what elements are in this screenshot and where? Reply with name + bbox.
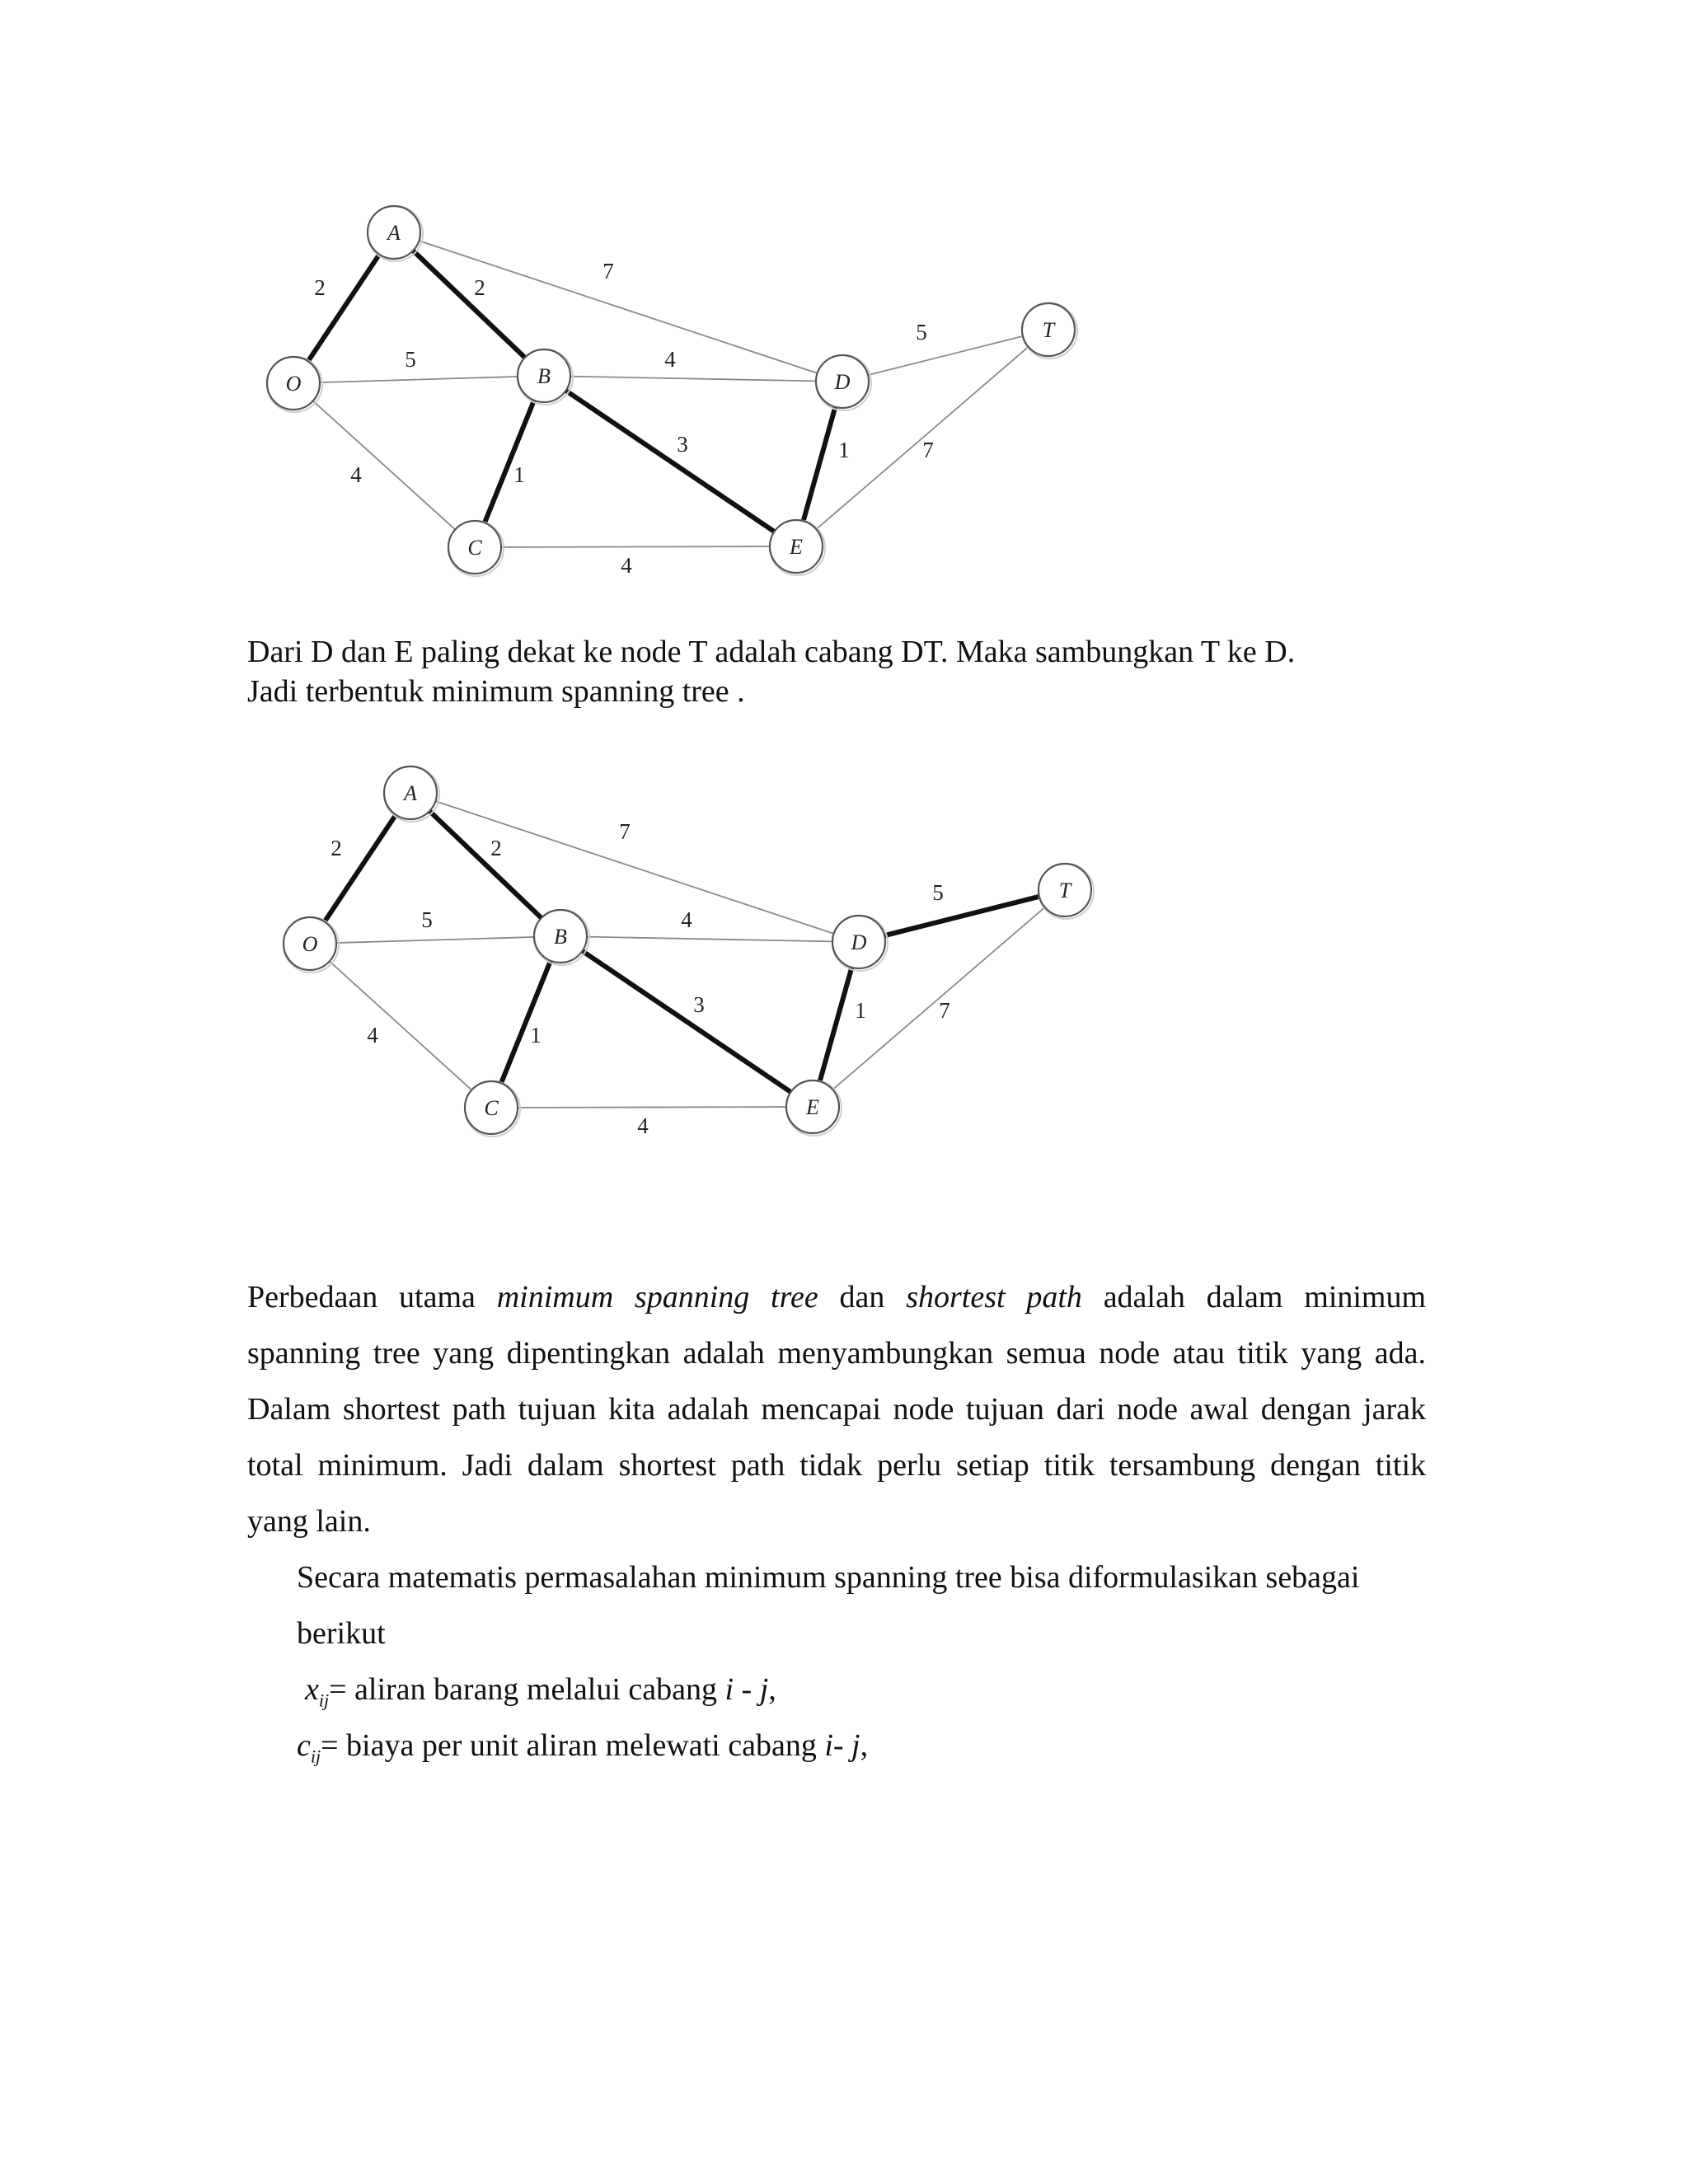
network-graph-2: [264, 758, 1137, 1154]
edge-weight-b-d: 4: [681, 907, 692, 932]
edge-weight-d-t: 5: [932, 880, 944, 905]
node-o: [267, 357, 322, 412]
edge-weight-a-b: 2: [474, 275, 485, 300]
node-b: [518, 349, 573, 405]
node-label: C: [467, 536, 482, 560]
edge-weight-o-c: 4: [350, 462, 362, 487]
edge-c-e: [518, 1107, 786, 1108]
edge-weight-b-c: 1: [530, 1023, 542, 1047]
edge-o-b: [336, 937, 534, 943]
edge-weight-a-b: 2: [490, 836, 502, 860]
edge-o-a: [325, 815, 396, 922]
node-label: A: [404, 781, 417, 805]
node-label: E: [790, 535, 803, 559]
node-t: [1039, 864, 1094, 919]
edge-a-b: [413, 251, 525, 358]
edge-d-t: [868, 336, 1023, 375]
definition-x: $x_{ij}=$ aliran barang melalui cabang i - j,: [305, 1672, 776, 1711]
edge-weight-o-b: 5: [405, 347, 416, 372]
explanation-paragraph: [247, 1269, 1426, 1549]
node-label: B: [554, 925, 567, 949]
edge-weight-o-c: 4: [367, 1023, 378, 1047]
edge-weight-o-a: 2: [314, 275, 326, 300]
node-label: D: [834, 370, 851, 394]
edge-weight-a-d: 7: [619, 819, 631, 844]
node-label: C: [484, 1096, 499, 1120]
caption-line-1: Dari D dan E paling dekat ke node T adalah cabang DT. Maka sambungkan T ke D.: [247, 635, 1296, 669]
edge-a-d: [419, 241, 817, 373]
caption-line-2: Jadi terbentuk minimum spanning tree .: [247, 674, 745, 709]
edge-a-b: [429, 811, 542, 918]
edge-weight-d-t: 5: [916, 320, 927, 344]
paragraph-line: total minimum. Jadi dalam shortest path tidak perlu setiap titik tersambung dengan titik: [247, 1448, 1426, 1483]
edge-weight-e-t: 7: [922, 438, 934, 462]
edge-weight-e-t: 7: [939, 998, 950, 1023]
edge-d-e: [804, 407, 836, 521]
edge-weight-b-e: 3: [693, 992, 705, 1017]
paragraph-line: yang lain.: [247, 1504, 371, 1539]
node-label: D: [851, 930, 867, 954]
node-d: [816, 355, 871, 410]
edge-b-c: [485, 401, 534, 523]
node-e: [770, 520, 825, 575]
node-label: B: [537, 364, 551, 388]
edge-o-c: [313, 401, 456, 529]
edge-weight-d-e: 1: [838, 438, 850, 462]
edge-b-d: [587, 937, 832, 942]
edge-weight-o-b: 5: [421, 907, 433, 932]
node-a: [384, 766, 439, 822]
edge-d-t: [884, 897, 1039, 935]
node-label: E: [806, 1095, 819, 1119]
edge-weight-b-c: 1: [513, 462, 525, 487]
node-label: T: [1058, 879, 1071, 902]
formulation-line-1: Secara matematis permasalahan minimum spanning tree bisa diformulasikan sebagai: [297, 1560, 1360, 1595]
edge-weight-c-e: 4: [621, 553, 632, 578]
edge-d-e: [820, 968, 852, 1081]
edge-o-a: [308, 255, 379, 362]
paragraph-line: Perbedaan utama minimum spanning tree dan shortest path adalah dalam minimum: [247, 1280, 1427, 1315]
node-c: [465, 1081, 520, 1137]
paragraph-line: spanning tree yang dipentingkan adalah menyambungkan semua node atau titik yang ada.: [247, 1336, 1426, 1371]
node-label: O: [285, 372, 302, 396]
node-a: [368, 206, 423, 261]
formulation-line-2: berikut: [297, 1616, 386, 1651]
edge-weight-o-a: 2: [331, 836, 342, 860]
node-t: [1022, 303, 1077, 359]
network-graph-1: [247, 198, 1121, 593]
edge-o-c: [330, 961, 472, 1090]
edge-weight-c-e: 4: [637, 1113, 649, 1138]
paragraph-line: Dalam shortest path tujuan kita adalah mencapai node tujuan dari node awal dengan jarak: [247, 1392, 1426, 1427]
definition-c: $c_{ij}=$ biaya per unit aliran melewati cabang i- j,: [297, 1728, 869, 1767]
edge-b-e: [566, 391, 775, 532]
node-label: A: [387, 221, 401, 245]
edge-a-d: [435, 801, 833, 934]
edge-c-e: [501, 546, 770, 547]
edge-weight-b-e: 3: [677, 432, 688, 457]
edge-weight-b-d: 4: [664, 347, 676, 372]
node-d: [832, 916, 888, 971]
edge-weight-a-d: 7: [603, 259, 614, 284]
edge-b-c: [501, 961, 551, 1084]
node-e: [786, 1080, 842, 1136]
edge-weight-d-e: 1: [855, 998, 866, 1023]
node-label: O: [302, 932, 318, 956]
node-c: [448, 521, 504, 576]
node-o: [284, 917, 339, 972]
edge-b-e: [583, 951, 791, 1092]
edge-b-d: [570, 377, 816, 382]
edge-o-b: [320, 377, 518, 382]
node-label: T: [1042, 318, 1055, 342]
node-b: [534, 910, 589, 965]
